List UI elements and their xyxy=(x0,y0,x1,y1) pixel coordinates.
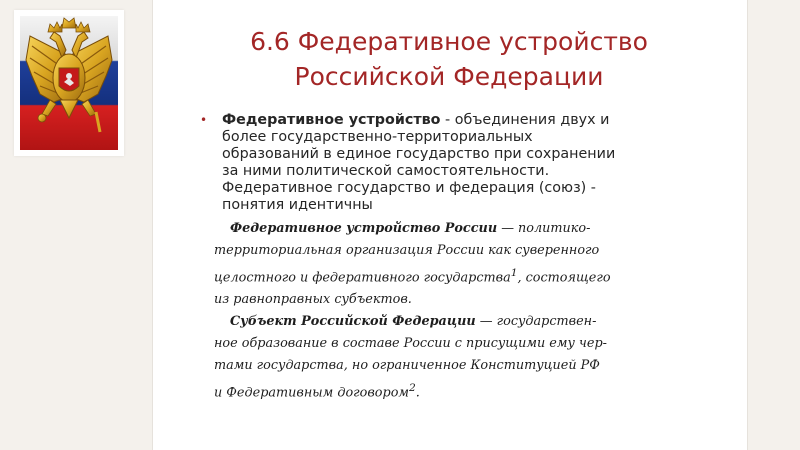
scan-p1-line1: — политико- xyxy=(497,221,591,236)
footnote-2: 2 xyxy=(409,381,416,395)
russian-coat-of-arms-icon xyxy=(20,16,118,150)
scan-p1-line3-rest: , состоящего xyxy=(517,270,611,286)
bullet-line-6: понятия идентичны xyxy=(222,197,373,213)
bullet-text xyxy=(222,112,688,214)
scan-term-1: Федеративное устройство России xyxy=(230,221,498,236)
bullet-dot-icon: • xyxy=(200,113,208,127)
slide-title xyxy=(152,24,746,94)
bullet-line-4: за ними политической самостоятельности. xyxy=(222,163,550,179)
bullet-line-1: - объединения двух и xyxy=(440,112,610,128)
scan-p1-line4: из равноправных субъектов. xyxy=(214,292,412,308)
emblem-card xyxy=(14,10,124,156)
scan-p2-line4: и Федеративным договором xyxy=(214,385,410,401)
title-line-1: 6.6 Федеративное устройство xyxy=(250,27,648,56)
scan-p1-line3: целостного и федеративного государства xyxy=(214,270,511,286)
title-line-2: Российской Федерации xyxy=(294,62,604,91)
scan-p2-line4-rest: . xyxy=(415,385,420,401)
bullet-line-2: более государственно-территориальных xyxy=(222,129,533,145)
definition-bullet xyxy=(200,112,690,214)
bullet-line-3: образований в единое государство при сохранении xyxy=(222,146,616,162)
footnote-1: 1 xyxy=(510,266,518,279)
scan-term-2: Субъект Российской Федерации xyxy=(230,314,476,330)
scan-p2-line1: — государствен- xyxy=(475,314,597,330)
bullet-term: Федеративное устройство xyxy=(222,112,441,128)
scan-p2-line2: ное образование в составе России с присущими ему чер- xyxy=(214,336,607,352)
scan-p2-line3: тами государства, но ограниченное Конституцией РФ xyxy=(214,358,600,374)
scan-p1-line2: территориальная организация России как суверенного xyxy=(214,243,600,258)
scanned-excerpt xyxy=(214,218,692,405)
bullet-line-5: Федеративное государство и федерация (союз) - xyxy=(222,180,596,196)
